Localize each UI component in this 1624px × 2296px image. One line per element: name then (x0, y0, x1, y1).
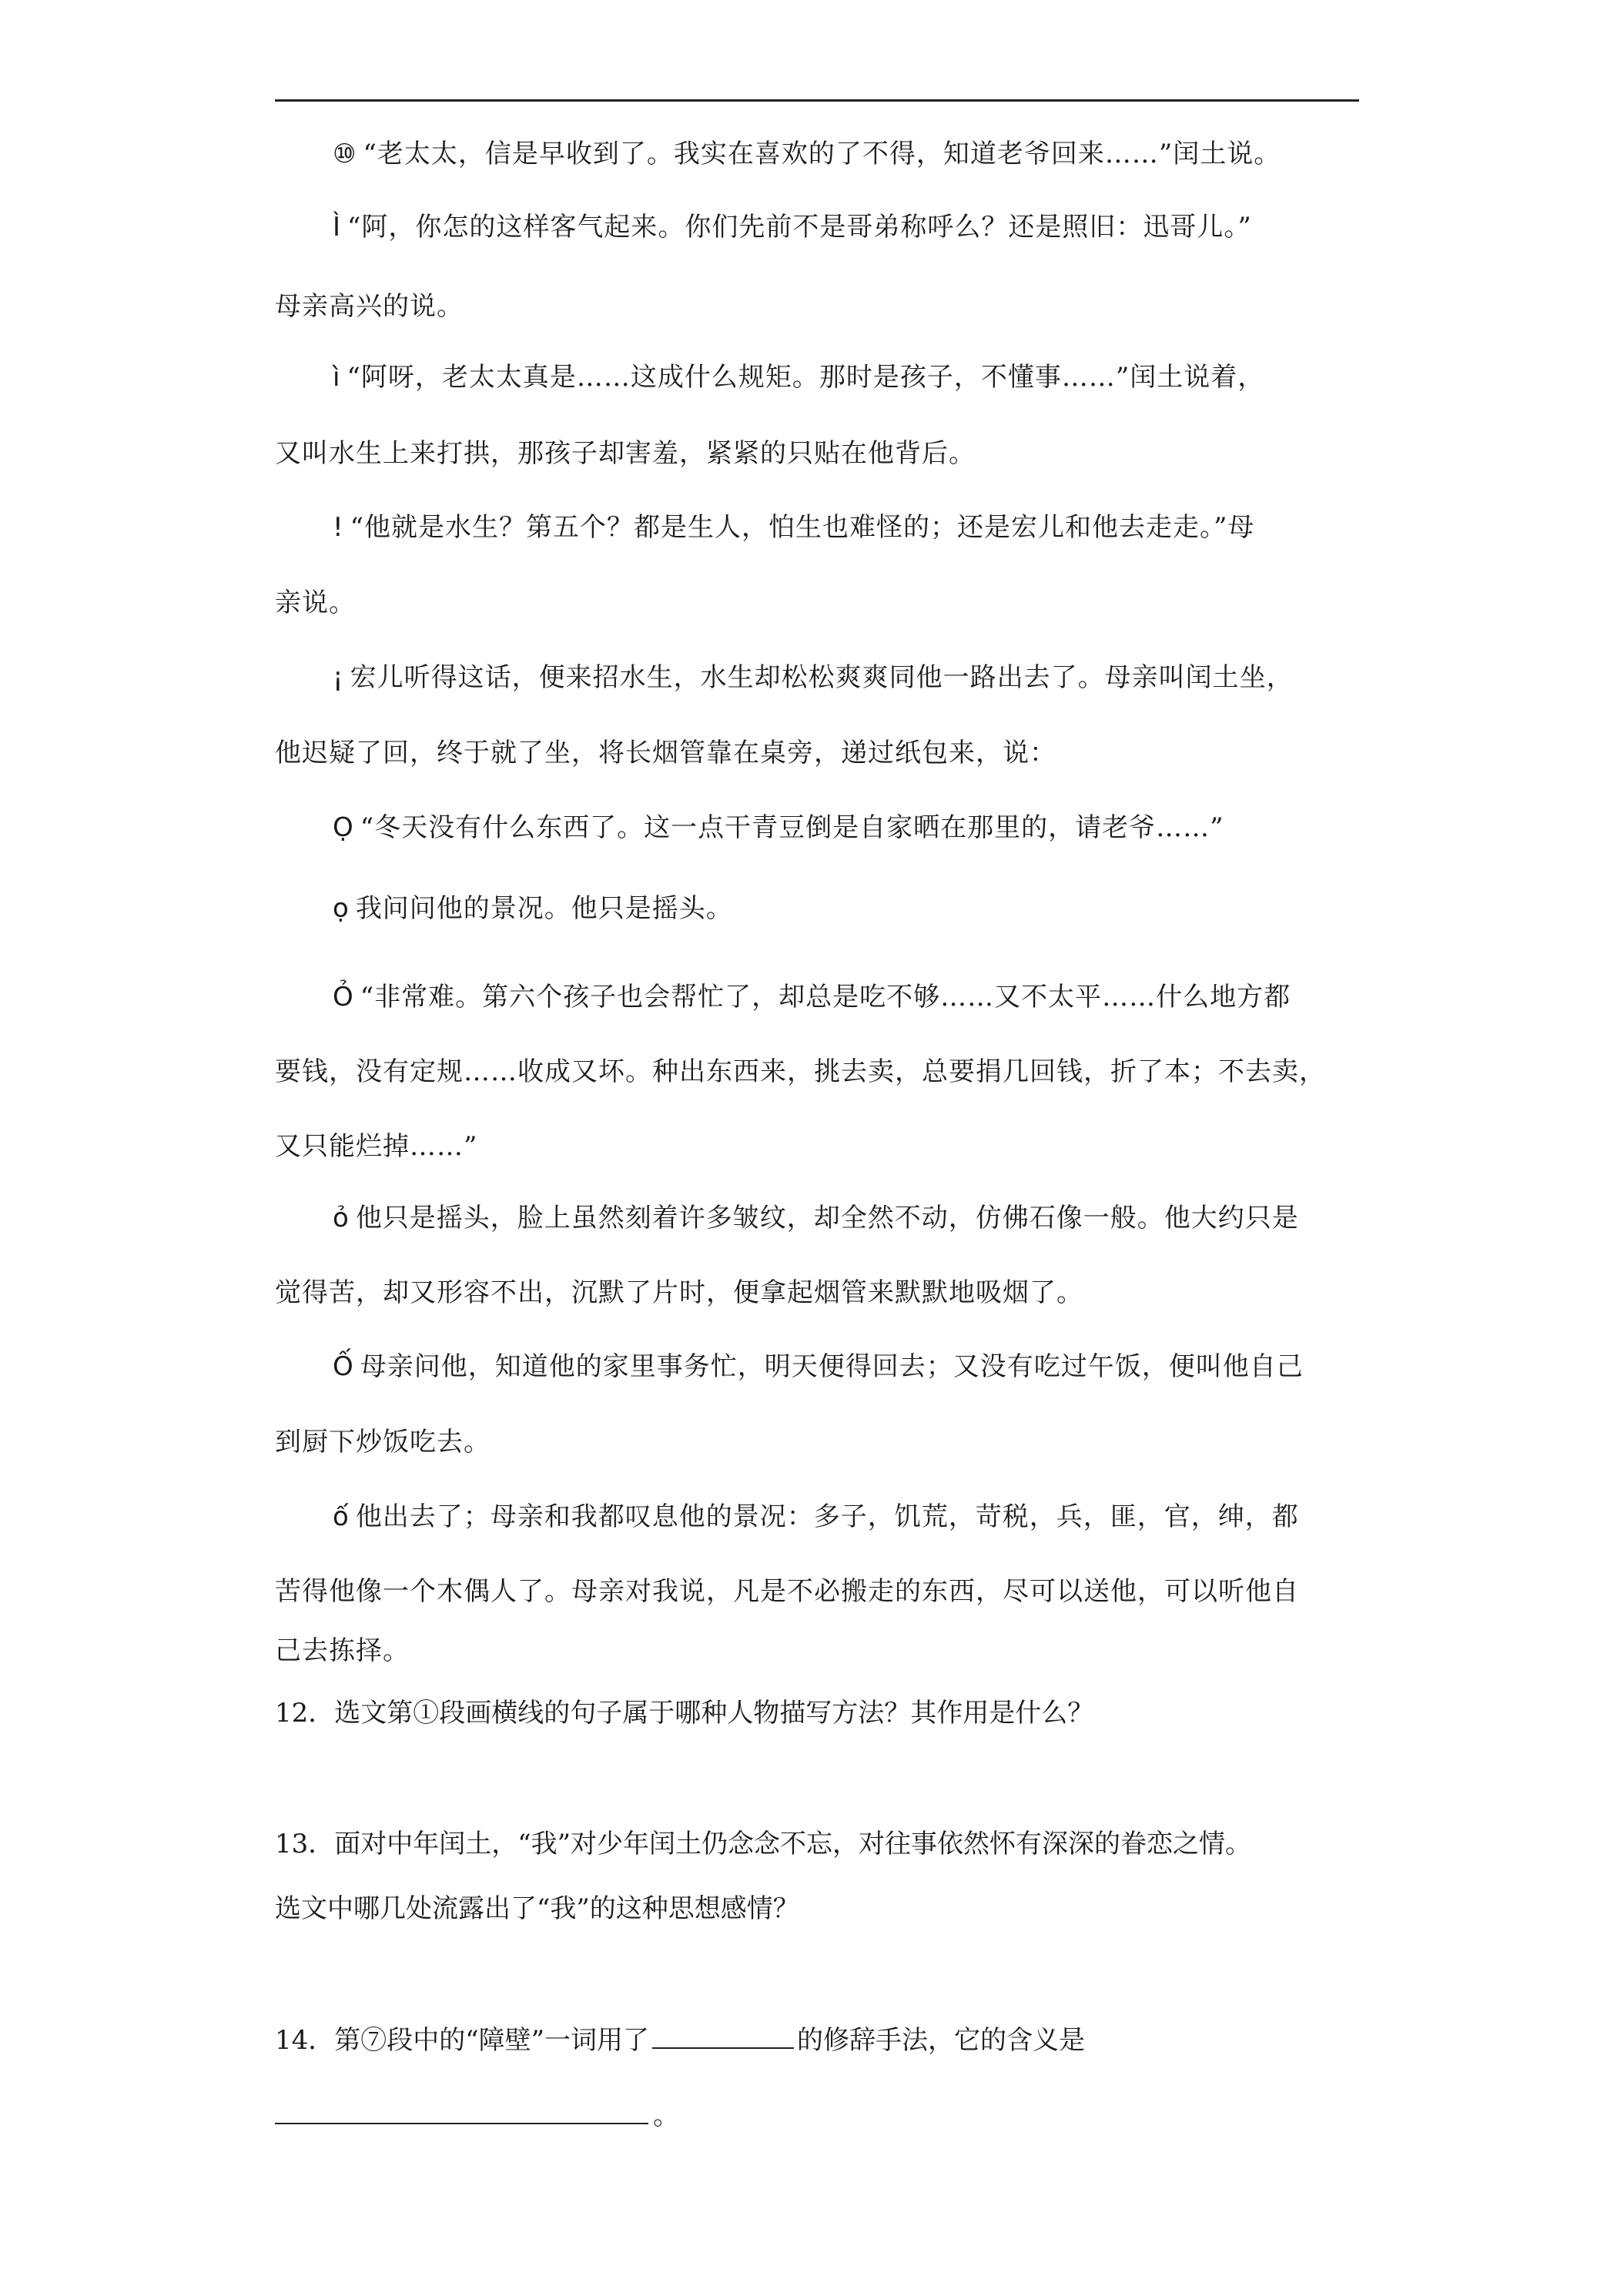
paragraph-16-line-1: ọ 我问问他的景况。他只是摇头。 (333, 893, 733, 924)
answer-blank-rhetoric[interactable] (652, 2026, 794, 2049)
question-13-line-1: 13．面对中年闰土，“我”对少年闰土仍念念不忘，对往事依然怀有深深的眷恋之情。 (275, 1829, 1252, 1859)
paragraph-20-line-1: ố 他出去了；母亲和我都叹息他的景况：多子，饥荒，苛税，兵，匪，官，绅，都 (333, 1501, 1299, 1532)
question-13-line-2: 选文中哪几处流露出了“我”的这种思想感情？ (275, 1893, 799, 1924)
paragraph-10-line-1: ⑩ “老太太，信是早收到了。我实在喜欢的了不得，知道老爷回来……”闰土说。 (333, 139, 1281, 169)
paragraph-marker: ì (333, 362, 341, 393)
paragraph-marker: ! (333, 512, 344, 543)
paragraph-marker: Ọ (333, 812, 354, 843)
header-rule (275, 99, 1359, 102)
paragraph-19-line-1: Ố 母亲问他，知道他的家里事务忙，明天便得回去；又没有吃过午饭，便叫他自己 (333, 1351, 1304, 1382)
paragraph-13-line-2: 亲说。 (275, 587, 356, 618)
paragraph-11-line-2: 母亲高兴的说。 (275, 291, 464, 322)
paragraph-19-line-2: 到厨下炒饭吃去。 (275, 1427, 491, 1458)
paragraph-18-line-2: 觉得苦，却又形容不出，沉默了片时，便拿起烟管来默默地吸烟了。 (275, 1277, 1083, 1308)
paragraph-marker: ỏ (333, 1203, 350, 1233)
question-12: 12．选文第①段画横线的句子属于哪种人物描写方法？其作用是什么？ (275, 1698, 1094, 1729)
question-14-line-2: 。 (275, 2100, 1368, 2131)
paragraph-17-line-1: Ỏ “非常难。第六个孩子也会帮忙了，却总是吃不够……又不太平……什么地方都 (333, 982, 1291, 1012)
answer-blank-meaning[interactable] (275, 2101, 648, 2124)
paragraph-marker: ¡ (333, 662, 344, 693)
paragraph-11-line-1: Ì “阿，你怎的这样客气起来。你们先前不是哥弟称呼么？还是照旧：迅哥儿。” (333, 212, 1252, 243)
paragraph-marker: ố (333, 1501, 350, 1532)
paragraph-13-line-1: ! “他就是水生？第五个？都是生人，怕生也难怪的；还是宏儿和他去走走。”母 (333, 512, 1255, 543)
paragraph-marker: Ì (333, 212, 342, 243)
paragraph-17-line-2: 要钱，没有定规……收成又坏。种出东西来，挑去卖，总要捐几回钱，折了本；不去卖， (275, 1056, 1326, 1087)
paragraph-20-line-2: 苦得他像一个木偶人了。母亲对我说，凡是不必搬走的东西，尽可以送他，可以听他自 (275, 1576, 1299, 1607)
paragraph-marker: ⑩ (333, 139, 357, 169)
paragraph-marker: ọ (333, 893, 350, 924)
question-14-line-1: 14．第⑦段中的“障壁”一词用了 的修辞手法，它的含义是 (275, 2025, 1086, 2056)
paragraph-12-line-2: 又叫水生上来打拱，那孩子却害羞，紧紧的只贴在他背后。 (275, 438, 976, 469)
paragraph-17-line-3: 又只能烂掉……” (275, 1131, 478, 1162)
paragraph-14-line-1: ¡ 宏儿听得这话，便来招水生，水生却松松爽爽同他一路出去了。母亲叫闰土坐， (333, 662, 1294, 693)
paragraph-12-line-1: ì “阿呀，老太太真是……这成什么规矩。那时是孩子，不懂事……”闰土说着， (333, 362, 1265, 393)
paragraph-15-line-1: Ọ “冬天没有什么东西了。这一点干青豆倒是自家晒在那里的，请老爷……” (333, 812, 1224, 843)
paragraph-18-line-1: ỏ 他只是摇头，脸上虽然刻着许多皱纹，却全然不动，仿佛石像一般。他大约只是 (333, 1203, 1299, 1233)
paragraph-20-line-3: 己去拣择。 (275, 1635, 410, 1666)
paragraph-marker: Ố (333, 1351, 354, 1382)
paragraph-14-line-2: 他迟疑了回，终于就了坐，将长烟管靠在桌旁，递过纸包来，说： (275, 738, 1056, 768)
paragraph-marker: Ỏ (333, 982, 354, 1012)
